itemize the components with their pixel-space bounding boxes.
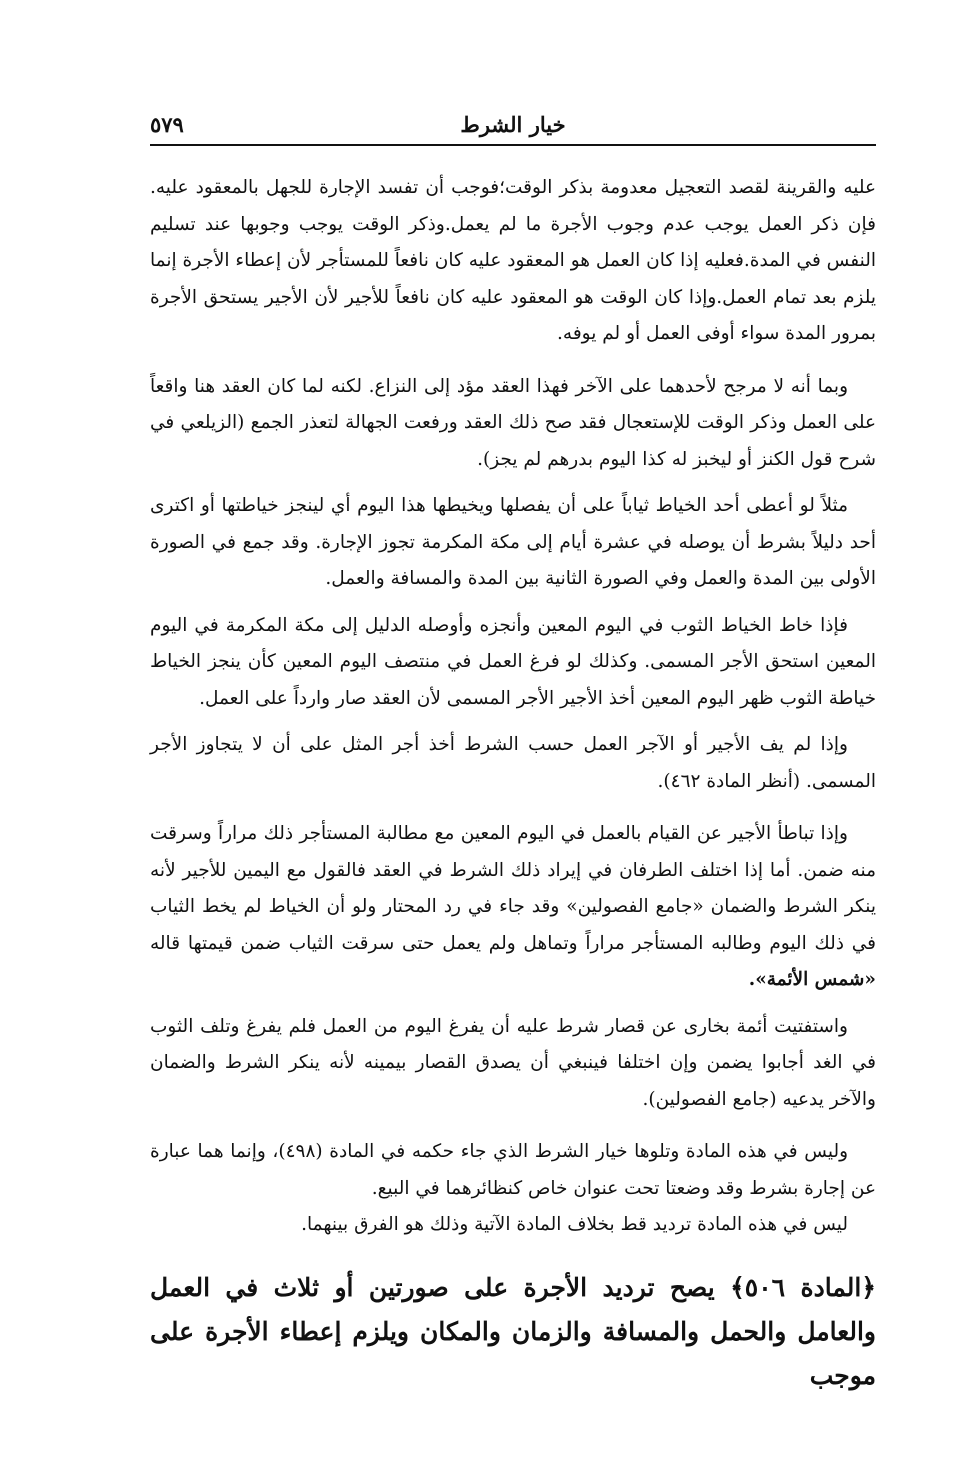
paragraph-3: مثلاً لو أعطى أحد الخياط ثياباً على أن يفصلها ويخيطها هذا اليوم أي لينجز خياطتها أو اكترى أحد دليلاً بشرط أن يوصله في عشرة أيام إلى مكة المكرمة تجوز الإجارة. وقد جمع في الصورة الأولى بين المدة والعمل وفي الصورة الثانية بين المدة والمسافة والعمل.	[150, 495, 876, 589]
bold-citation: «شمس الأئمة».	[748, 969, 876, 990]
paragraph-1: عليه والقرينة لقصد التعجيل معدومة بذكر الوقت؛فوجب أن تفسد الإجارة للجهل بالمعقود عليه. فإن ذكر العمل يوجب عدم وجوب الأجرة ما لم يعمل.وذكر الوقت يوجب وجوبها عند تسليم النفس في المدة.فعليه إذا كان العمل هو المعقود عليه كان نافعاً للمستأجر لأن إعطاء الأجرة إنما يلزم بعد تمام العمل.وإذا كان الوقت هو المعقود عليه كان نافعاً للأجير لأن الأجير يستحق الأجرة بمرور المدة سواء أوفى العمل أو لم يوفه.	[150, 177, 876, 344]
chapter-title: خيار الشرط	[460, 112, 566, 137]
page-number: ٥٧٩	[150, 112, 184, 137]
paragraph-5: وإذا لم يف الأجير أو الآجر العمل حسب الشرط أخذ أجر المثل على أن لا يتجاوز الأجر المسمى. (أنظر المادة ٤٦٢).	[150, 734, 876, 792]
article-506: ﴿المادة ٥٠٦﴾ يصح ترديد الأجرة على صورتين أو ثلاث في العمل والعامل والحمل والمسافة والزمان والمكان ويلزم إعطاء الأجرة على موجب	[150, 1272, 876, 1390]
body-text	[150, 170, 876, 1423]
paragraph-6-text: وإذا تباطأ الأجير عن القيام بالعمل في اليوم المعين مع مطالبة المستأجر ذلك مراراً وسرقت منه ضمن. أما إذا اختلف الطرفان في إيراد ذلك الشرط في العقد فالقول مع اليمين للأجير لأنه ينكر الشرط والضمان «جامع الفصولين» وقد جاء في رد المحتار ولو أن الخياط لم يخط الثياب في ذلك اليوم وطالبه المستأجر مراراً وتماهل ولم يعمل حتى سرقت الثياب ضمن قيمتها قاله	[150, 823, 876, 954]
paragraph-8: وليس في هذه المادة وتلوها خيار الشرط الذي جاء حكمه في المادة (٤٩٨)، وإنما هما عبارة عن إجارة بشرط وقد وضعتا تحت عنوان خاص كنظائرهما في البيع.	[150, 1141, 876, 1199]
paragraph-9: ليس في هذه المادة ترديد قط بخلاف المادة الآتية وذلك هو الفرق بينهما.	[301, 1214, 848, 1235]
paragraph-2: وبما أنه لا مرجح لأحدهما على الآخر فهذا العقد مؤد إلى النزاع. لكنه لما كان العقد هنا واقعاً على العمل وذكر الوقت للإستعجال فقد صح ذلك العقد ورفعت الجهالة لتعذر الجمع (الزيلعي في شرح قول الكنز أو ليخبز له كذا اليوم بدرهم لم يجز).	[150, 375, 876, 470]
paragraph-6	[150, 816, 876, 999]
running-header	[150, 108, 876, 146]
page	[150, 0, 876, 1474]
paragraph-4: فإذا خاط الخياط الثوب في اليوم المعين وأنجزه وأوصله الدليل إلى مكة المكرمة في اليوم المعين استحق الأجر المسمى. وكذلك لو فرغ العمل في منتصف اليوم المعين كأن ينجز الخياط خياطة الثوب ظهر اليوم المعين أخذ الأجير الأجر المسمى لأن العقد صار وارداً على العمل.	[150, 614, 876, 709]
paragraph-7: واستفتيت أئمة بخارى عن قصار شرط عليه أن يفرغ اليوم من العمل فلم يفرغ وتلف الثوب في الغد أجابوا يضمن وإن اختلفا فينبغي أن يصدق القصار بيمينه لأنه ينكر الشرط والضمان والآخر يدعيه (جامع الفصولين).	[150, 1015, 876, 1110]
